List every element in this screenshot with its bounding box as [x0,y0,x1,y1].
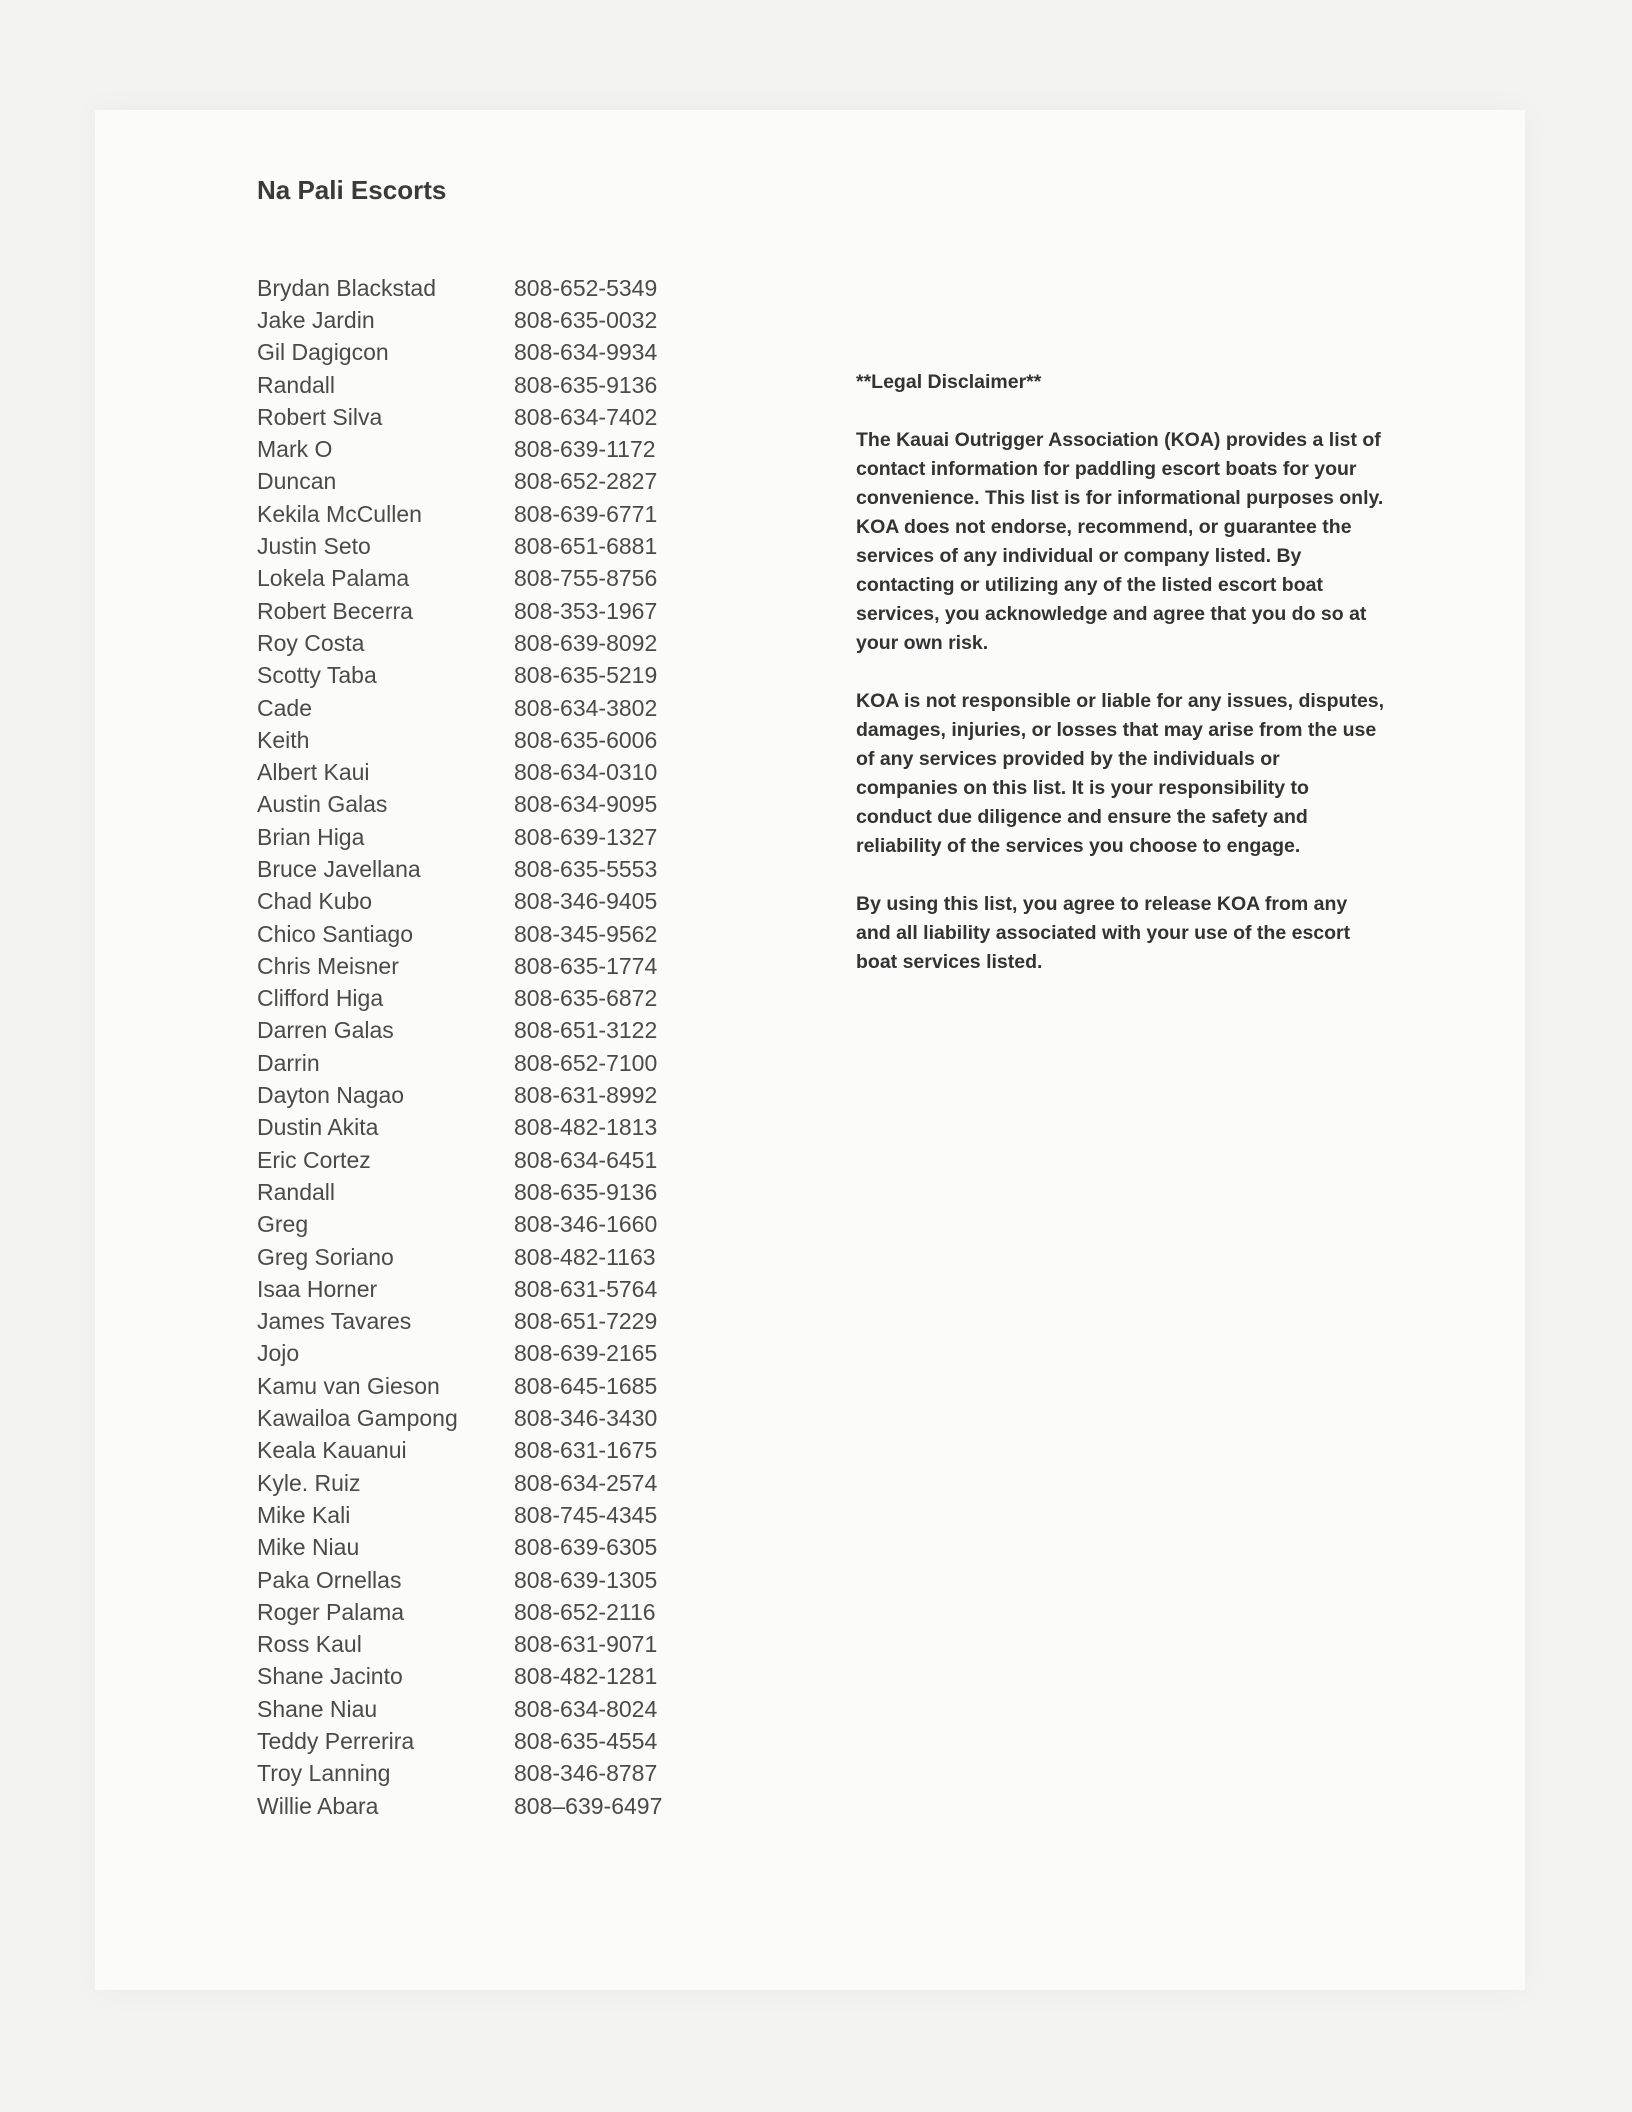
contact-phone: 808-346-1660 [514,1211,658,1238]
contact-name: Kyle. Ruiz [257,1469,361,1496]
contact-name: Willie Abara [257,1792,379,1819]
contact-row [257,1564,697,1596]
contact-row [257,1499,697,1531]
contact-row [257,1144,697,1176]
contact-row [257,1241,697,1273]
contact-phone: 808-631-1675 [514,1437,658,1464]
contact-row [257,1661,697,1693]
contact-row [257,304,697,336]
contact-phone: 808-639-1305 [514,1566,658,1593]
contact-name: Chad Kubo [257,888,373,915]
contact-name: Gil Dagigcon [257,339,389,366]
contact-row [257,1209,697,1241]
contact-row [257,1596,697,1628]
contact-name: Mike Kali [257,1501,351,1528]
contact-name: Chico Santiago [257,920,413,947]
contact-row [257,466,697,498]
contact-name: Chris Meisner [257,952,399,979]
contact-row [257,853,697,885]
contact-name: Dustin Akita [257,1114,379,1141]
contact-name: Justin Seto [257,533,371,560]
contact-phone: 808-634-9934 [514,339,658,366]
contact-name: Jake Jardin [257,306,375,333]
contact-phone: 808-634-7402 [514,403,658,430]
contact-phone: 808-482-1281 [514,1663,658,1690]
contact-row [257,369,697,401]
contact-phone: 808-631-9071 [514,1631,658,1658]
contact-phone: 808-635-5553 [514,855,658,882]
contact-name: Shane Jacinto [257,1663,403,1690]
contact-phone: 808-651-6881 [514,533,658,560]
contact-row [257,918,697,950]
contact-phone: 808-635-6872 [514,985,658,1012]
contact-row [257,563,697,595]
contact-row [257,1273,697,1305]
page-title: Na Pali Escorts [257,175,447,205]
contact-phone: 808-482-1163 [514,1243,656,1270]
contact-phone: 808-635-6006 [514,726,658,753]
contact-name: Kekila McCullen [257,500,422,527]
contact-name: Mark O [257,436,333,463]
contact-row [257,1015,697,1047]
contact-row [257,1758,697,1790]
contact-row [257,1790,697,1822]
contact-name: Greg [257,1211,309,1238]
contact-phone: 808-745-4345 [514,1501,658,1528]
contact-name: Keith [257,726,310,753]
contact-phone: 808-639-1172 [514,436,656,463]
contact-row [257,886,697,918]
contact-name: Robert Becerra [257,597,413,624]
contact-name: Roger Palama [257,1598,405,1625]
disclaimer-heading: **Legal Disclaimer** [856,371,1042,393]
contact-phone: 808-635-5219 [514,662,658,689]
contact-row [257,498,697,530]
contact-row [257,692,697,724]
contact-name: Clifford Higa [257,985,384,1012]
contact-row [257,724,697,756]
contact-name: James Tavares [257,1308,412,1335]
contact-name: Lokela Palama [257,565,410,592]
contact-name: Kawailoa Gampong [257,1405,458,1432]
contact-row [257,1370,697,1402]
contact-row [257,1693,697,1725]
contact-list [257,272,697,1822]
contact-row [257,756,697,788]
contact-phone: 808-639-6305 [514,1534,658,1561]
contact-row [257,1079,697,1111]
contact-phone: 808-345-9562 [514,920,658,947]
contact-name: Roy Costa [257,629,365,656]
contact-name: Duncan [257,468,337,495]
contact-phone: 808-639-8092 [514,629,658,656]
contact-phone: 808–639-6497 [514,1792,663,1819]
contact-row [257,433,697,465]
contact-phone: 808-631-8992 [514,1082,658,1109]
contact-row [257,1435,697,1467]
contact-phone: 808-634-8024 [514,1695,658,1722]
contact-phone: 808-635-0032 [514,306,658,333]
contact-row [257,1628,697,1660]
contact-phone: 808-639-2165 [514,1340,658,1367]
contact-phone: 808-635-9136 [514,371,658,398]
contact-row [257,530,697,562]
contact-name: Kamu van Gieson [257,1372,440,1399]
contact-name: Brian Higa [257,823,365,850]
contact-name: Keala Kauanui [257,1437,407,1464]
contact-name: Shane Niau [257,1695,378,1722]
contact-row [257,1338,697,1370]
contact-name: Bruce Javellana [257,855,421,882]
contact-name: Cade [257,694,312,721]
contact-name: Eric Cortez [257,1146,371,1173]
contact-name: Scotty Taba [257,662,377,689]
contact-row [257,660,697,692]
contact-phone: 808-652-2827 [514,468,658,495]
contact-name: Brydan Blackstad [257,274,436,301]
contact-name: Troy Lanning [257,1760,391,1787]
disclaimer-paragraph: KOA is not responsible or liable for any issues, disputes, damages, injuries, or losses that may arise from the use of any services provided by the individuals or companies on this list. It is your responsibility to conduct due diligence and ensure the safety and reliability of the services you choose to engage. [856,690,1385,857]
contact-phone: 808-652-2116 [514,1598,656,1625]
contact-name: Randall [257,1178,335,1205]
contact-row [257,821,697,853]
contact-row [257,1532,697,1564]
contact-row [257,1467,697,1499]
contact-name: Dayton Nagao [257,1082,405,1109]
contact-phone: 808-635-9136 [514,1178,658,1205]
contact-phone: 808-652-5349 [514,274,658,301]
contact-name: Isaa Horner [257,1275,378,1302]
contact-phone: 808-635-4554 [514,1728,658,1754]
contact-name: Greg Soriano [257,1243,394,1270]
contact-name: Darren Galas [257,1017,394,1044]
contact-row [257,789,697,821]
contact-phone: 808-346-3430 [514,1405,658,1432]
contact-row [257,595,697,627]
contact-phone: 808-353-1967 [514,597,658,624]
contact-phone: 808-651-7229 [514,1308,658,1335]
contact-name: Austin Galas [257,791,388,818]
contact-name: Jojo [257,1340,300,1367]
contact-phone: 808-346-9405 [514,888,658,915]
contact-phone: 808-639-6771 [514,500,658,527]
contact-row [257,272,697,304]
contact-row [257,1725,697,1757]
contact-row [257,1112,697,1144]
contact-name: Albert Kaui [257,759,370,786]
contact-phone: 808-645-1685 [514,1372,658,1399]
disclaimer-paragraph: By using this list, you agree to release KOA from any and all liability associated with your use of the escort boat services listed. [856,893,1351,973]
legal-disclaimer [856,368,1386,1006]
contact-row [257,337,697,369]
contact-row [257,1402,697,1434]
contact-row [257,1306,697,1338]
contact-name: Ross Kaul [257,1631,362,1658]
contact-name: Mike Niau [257,1534,360,1561]
contact-phone: 808-482-1813 [514,1114,658,1141]
contact-phone: 808-634-6451 [514,1146,658,1173]
contact-phone: 808-634-0310 [514,759,658,786]
contact-row [257,401,697,433]
contact-row [257,950,697,982]
contact-row [257,1047,697,1079]
contact-phone: 808-634-2574 [514,1469,658,1496]
contact-phone: 808-631-5764 [514,1275,658,1302]
contact-row [257,983,697,1015]
contact-phone: 808-755-8756 [514,565,658,592]
contact-phone: 808-652-7100 [514,1049,658,1076]
contact-phone: 808-634-9095 [514,791,658,818]
contact-name: Randall [257,371,335,398]
contact-row [257,627,697,659]
contact-phone: 808-346-8787 [514,1760,658,1787]
contact-phone: 808-651-3122 [514,1017,658,1044]
contact-phone: 808-639-1327 [514,823,658,850]
contact-name: Darrin [257,1049,320,1076]
disclaimer-paragraph: The Kauai Outrigger Association (KOA) provides a list of contact information for paddling escort boats for your convenience. This list is for informational purposes only. KOA does not endorse, recommend, or guarantee the services of any individual or company listed. By contacting or utilizing any of the listed escort boat services, you acknowledge and agree that you do so at your own risk. [856,429,1384,654]
contact-name: Paka Ornellas [257,1566,402,1593]
contact-phone: 808-635-1774 [514,952,658,979]
contact-row [257,1176,697,1208]
contact-name: Teddy Perrerira [257,1728,415,1754]
contact-phone: 808-634-3802 [514,694,658,721]
contact-name: Robert Silva [257,403,383,430]
